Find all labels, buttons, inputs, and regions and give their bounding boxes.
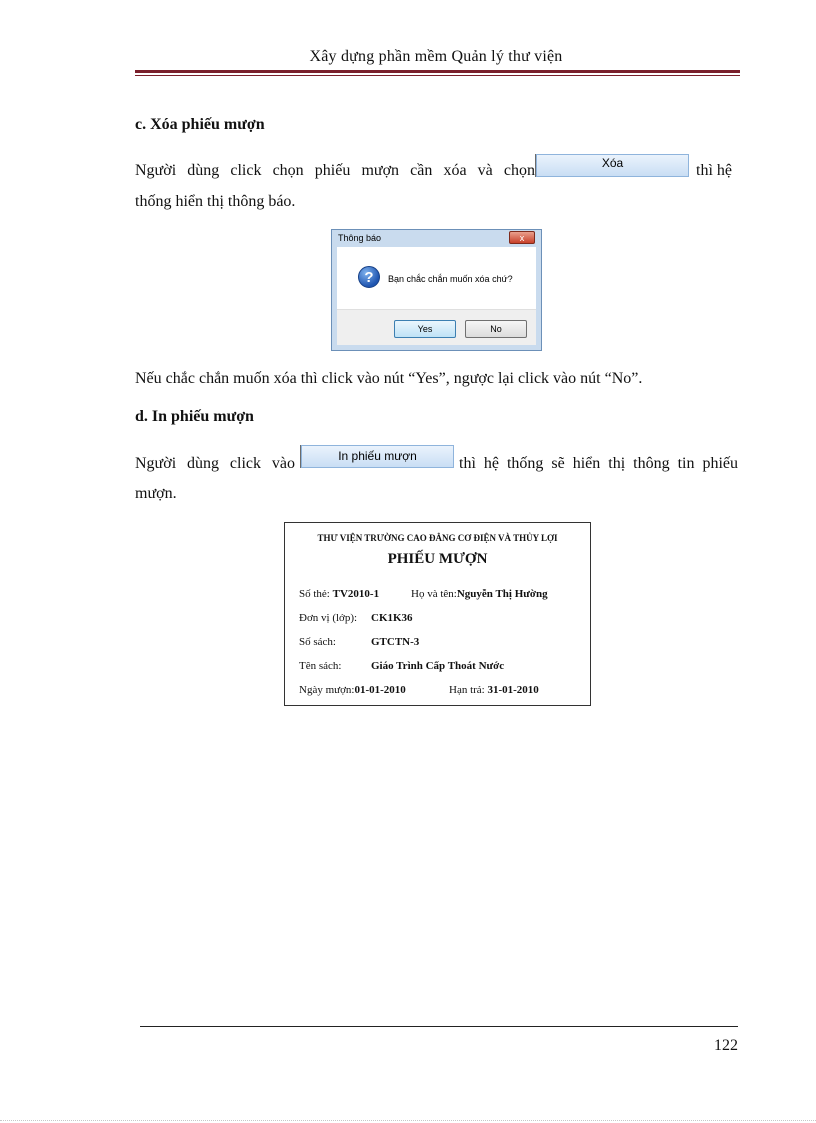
unit-value: CK1K36: [371, 612, 413, 624]
button-left-edge: [300, 445, 301, 468]
book-no-value: GTCTN-3: [371, 636, 420, 648]
slip-unit-value-wrap: [371, 612, 413, 624]
card-value: TV2010-1: [332, 588, 380, 600]
section-d-heading: d. In phiếu mượn: [135, 408, 254, 425]
delete-button-label: Xóa: [601, 155, 624, 170]
book-no-label: Số sách:: [299, 636, 336, 648]
name-value: Nguyễn Thị Hường: [456, 588, 548, 600]
dialog-body: [337, 247, 536, 309]
close-icon[interactable]: x: [509, 231, 535, 244]
confirm-dialog: [331, 229, 542, 351]
slip-unit-row: [299, 612, 357, 624]
name-label: Họ và tên:: [411, 588, 457, 600]
unit-label: Đơn vị (lớp):: [299, 612, 358, 624]
book-name-label: Tên sách:: [299, 660, 342, 672]
page-bottom-dotted-line: [0, 1120, 816, 1121]
loan-slip: [284, 522, 591, 706]
after-dialog-text: Nếu chắc chắn muốn xóa thì click vào nút “Yes”, ngược lại click vào nút “No”.: [135, 370, 643, 387]
section-c-text-line1-end: thì hệ: [696, 162, 732, 179]
slip-due-row: [449, 684, 539, 696]
page-header-title: Xây dựng phần mềm Quản lý thư viện: [309, 48, 563, 65]
slip-book-no-value-wrap: [371, 636, 419, 648]
dialog-message: Bạn chắc chắn muốn xóa chứ?: [388, 274, 513, 284]
slip-book-no-row: [299, 636, 336, 648]
slip-borrow-row: [299, 684, 406, 696]
section-c-text-line2: thống hiển thị thông báo.: [135, 193, 296, 210]
section-d-text-line1: Người dùng click vào: [135, 455, 295, 472]
slip-institution: THƯ VIỆN TRƯỜNG CAO ĐẲNG CƠ ĐIỆN VÀ THỦY LỢI: [317, 533, 558, 543]
slip-title: PHIẾU MƯỢN: [387, 551, 488, 567]
slip-book-name-value-wrap: [371, 660, 504, 672]
due-label: Hạn trả:: [449, 684, 485, 696]
button-left-edge: [535, 154, 536, 177]
section-c-text-line1: Người dùng click chọn phiếu mượn cần xóa và chọn: [135, 162, 535, 179]
dialog-footer: [337, 309, 536, 345]
yes-button[interactable]: Yes: [394, 320, 456, 338]
dialog-title: Thông báo: [338, 233, 382, 243]
print-slip-button-image: [301, 445, 454, 468]
section-d-text-line1-end: thì hệ thống sẽ hiển thị thông tin phiếu: [459, 455, 738, 472]
print-slip-button-label: In phiếu mượn: [338, 448, 417, 463]
slip-book-name-row: [299, 660, 341, 672]
slip-name-row: [411, 588, 548, 600]
book-name-value: Giáo Trình Cấp Thoát Nước: [371, 660, 505, 672]
borrow-value: 01-01-2010: [354, 684, 406, 696]
page-number: 122: [714, 1037, 738, 1054]
header-rule-thick: [135, 70, 740, 73]
header-rule-thin: [135, 75, 740, 76]
question-icon: ?: [358, 266, 380, 288]
slip-card-row: [299, 588, 379, 600]
section-c-heading: c. Xóa phiếu mượn: [135, 116, 265, 133]
section-d-text-line2: mượn.: [135, 485, 177, 502]
no-button[interactable]: No: [465, 320, 527, 338]
dialog-titlebar: [332, 230, 541, 246]
due-value: 31-01-2010: [487, 684, 539, 696]
borrow-label: Ngày mượn:: [299, 684, 355, 696]
footer-rule: [140, 1026, 738, 1027]
delete-button-image: [536, 154, 689, 177]
card-label: Số thẻ:: [299, 588, 330, 600]
